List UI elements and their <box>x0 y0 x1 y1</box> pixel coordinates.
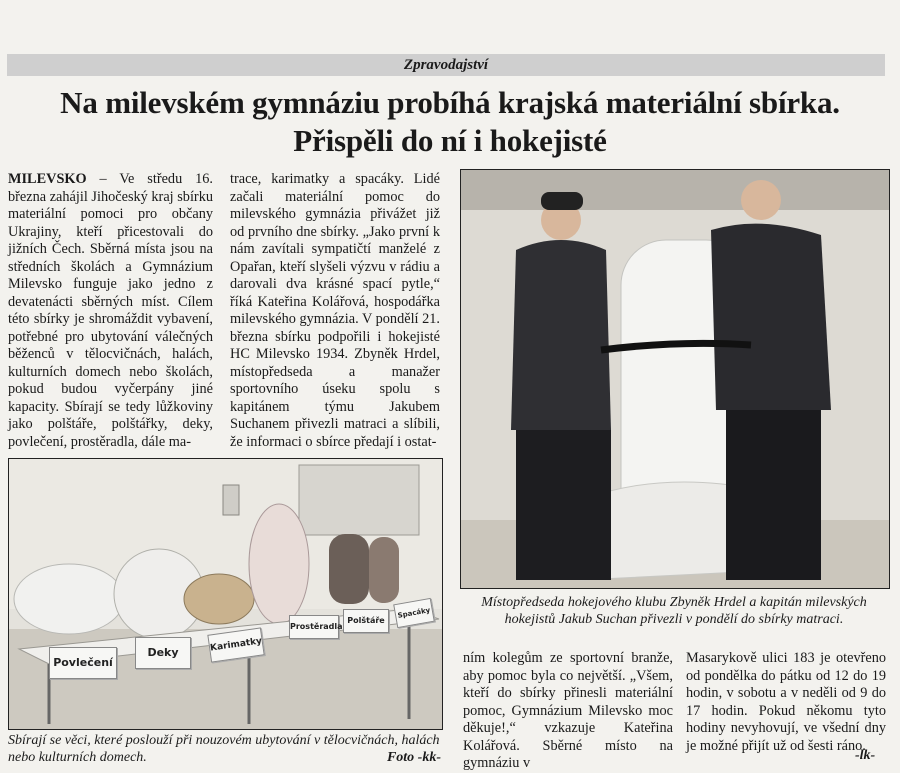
column-3-text: ním kolegům ze sportovní branže, aby pomoc byla co největší. „Všem, kteří do sbírky přinesli materiální pomoc, Gymnázium Milevsko moc děkuje!,“ vzkazuje Kateřina Kolářová. Sběrné místo na gymnáziu v <box>463 650 673 771</box>
sign-polstare: Polštáře <box>343 609 389 633</box>
headline-line-2: Přispěli do ní i hokejisté <box>293 123 607 158</box>
section-title: Zpravodajství <box>403 57 489 73</box>
hockey-players-illustration <box>461 170 889 588</box>
photo-2-caption: Místopředseda hokejového klubu Zbyněk Hrdel a kapitán milevských hokejistů Jakub Suchan přivezli v pondělí do sbírky matraci. <box>481 595 867 627</box>
photo-1-caption <box>8 732 441 766</box>
photo-collection-table <box>8 458 443 730</box>
column-4-text: Masarykově ulici 183 je otevřeno od pondělka do pátku od 12 do 19 hodin, v sobotu a v neděli od 9 do 17 hodin. Pokud někomu tyto hodiny nevyhovují, ve všední dny je možné přijít už od šesti ráno. <box>686 650 886 754</box>
dateline: MILEVSKO <box>8 171 87 187</box>
column-1-text: – Ve středu 16. března zahájil Jihočeský kraj sbírku materiální pomoci pro občany Ukrajiny, kteří přicestovali do jižních Čech. Sběrná místa jsou na středních školách a Gymnázium Milevsko funguje jako jedno z devatenácti sběrných míst. Cílem této sbírky je shromáždit vybavení, potřebné pro ubytování válečných běženců v tělocvičnách, halách, kulturních domech nebo školách, pokud budou vyčerpány jiné kapacity. Sbírají se tedy lůžkoviny jako polštáře, polštářky, deky, povlečení, prostěradla, dále ma- <box>8 171 213 450</box>
article-column-3 <box>463 650 673 773</box>
headline-line-1: Na milevském gymnáziu probíhá krajská materiální sbírka. <box>60 85 840 120</box>
sign-deky: Deky <box>135 637 191 669</box>
section-bar <box>7 54 885 76</box>
collection-table-illustration <box>9 459 442 729</box>
sign-prosteradla: Prostěradla <box>289 615 339 639</box>
headline <box>12 84 888 160</box>
sign-karimatky: Karimatky <box>207 627 264 662</box>
photo-credit: Foto -kk- <box>386 750 441 765</box>
sign-povleceni: Povlečení <box>49 647 117 679</box>
article-column-2 <box>230 171 440 451</box>
author-signature: -lk- <box>855 748 876 763</box>
photo-1-caption-text: Sbírají se věci, které poslouží při nouzovém ubytování v tělocvičnách, halách nebo kulturních domech. <box>8 733 440 765</box>
article-column-4 <box>686 650 886 755</box>
article-column-1 <box>8 171 213 451</box>
column-2-text: trace, karimatky a spacáky. Lidé začali materiální pomoc do milevského gymnázia přivážet již od prvního dne sbírky. „Jako první k nám zavítali sympatičtí manželé z Opařan, kteří slyšeli výzvu v rádiu a darovali dva krásné spací pytle,“ říká Kateřina Kolářová, hospodářka milevského gymnázia. V pondělí 21. března sbírku podpořili i hokejisté HC Milevsko 1934. Zbyněk Hrdel, místopředseda a manažer sportovního úseku spolu s kapitánem týmu Jakubem Suchanem přivezli matraci a slíbili, že informaci o sbírce předají i ostat- <box>230 171 440 450</box>
sign-spacaky: Spacáky <box>393 598 435 628</box>
photo-hockey-players <box>460 169 890 589</box>
